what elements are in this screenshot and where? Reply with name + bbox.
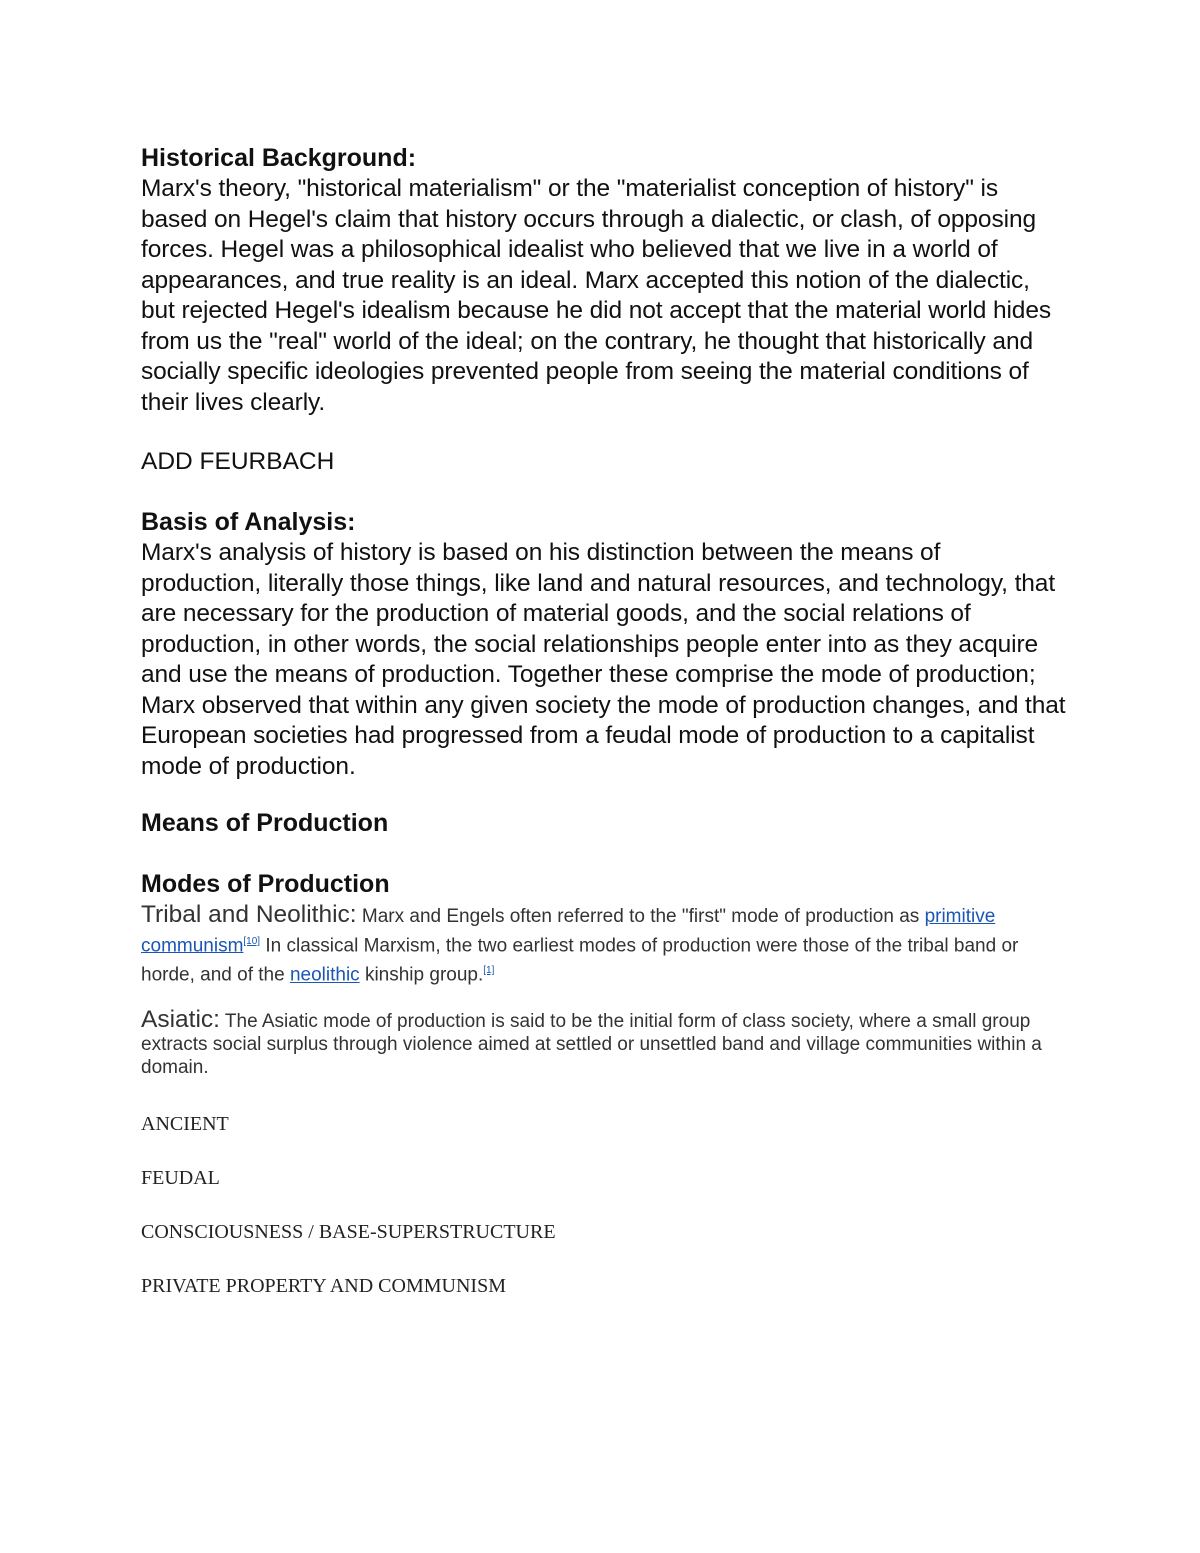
asiatic-label: Asiatic: <box>141 1006 220 1033</box>
means-of-production-section <box>141 808 1066 839</box>
tribal-neolithic-label: Tribal and Neolithic: <box>141 901 357 928</box>
outline-consciousness <box>141 1220 1066 1244</box>
modes-of-production-heading: Modes of Production <box>141 870 390 898</box>
consciousness-heading: CONSCIOUSNESS / BASE-SUPERSTRUCTURE <box>141 1221 556 1243</box>
neolithic-link[interactable]: neolithic <box>289 964 360 986</box>
outline-ancient <box>141 1112 1066 1136</box>
asiatic-text: The Asiatic mode of production is said to be the initial form of class society, where a small group extracts social surplus through violence aimed at settled or unsettled band and village communities within a domain. <box>141 1011 1042 1078</box>
tribal-neolithic-paragraph <box>141 902 1066 988</box>
tribal-text-3: kinship group. <box>359 964 484 986</box>
basis-of-analysis-section <box>141 507 1066 782</box>
historical-background-body: Marx's theory, "historical materialism" or the "materialist conception of history" is based on Hegel's claim that history occurs through a dialectic, or clash, of opposing forces. Hegel was a philosophical idealist who believed that we live in a world of appearances, and true reality is an ideal. Marx accepted this notion of the dialectic, but rejected Hegel's idealism because he did not accept that the material world hides from us the "real" world of the ideal; on the contrary, he thought that historically and socially specific ideologies prevented people from seeing the material conditions of their lives clearly. <box>141 175 1052 416</box>
basis-of-analysis-heading: Basis of Analysis: <box>141 508 356 536</box>
means-of-production-heading: Means of Production <box>141 809 389 837</box>
outline-private-property <box>141 1274 1066 1298</box>
asiatic-section <box>141 1008 1066 1079</box>
historical-background-section <box>141 143 1066 418</box>
private-property-heading: PRIVATE PROPERTY AND COMMUNISM <box>141 1275 506 1297</box>
footnote-ref-10[interactable]: [10] <box>243 936 261 947</box>
ancient-heading: ANCIENT <box>141 1113 229 1135</box>
modes-of-production-section <box>141 869 1066 988</box>
primitive-communism-link[interactable]: primitive communism <box>141 906 996 957</box>
feurbach-note <box>141 447 1066 477</box>
tribal-text-1: Marx and Engels often referred to the "first" mode of production as <box>356 906 925 927</box>
outline-feudal <box>141 1166 1066 1190</box>
tribal-text-2: In classical Marxism, the two earliest modes of production were those of the tribal band or horde, and of the <box>141 935 1019 986</box>
asiatic-paragraph <box>141 1008 1066 1079</box>
basis-of-analysis-body: Marx's analysis of history is based on his distinction between the means of production, literally those things, like land and natural resources, and technology, that are necessary for the production of material goods, and the social relations of production, in other words, the social relationships people enter into as they acquire and use the means of production. Together these comprise the mode of production; Marx observed that within any given society the mode of production changes, and that European societies had progressed from a feudal mode of production to a capitalist mode of production. <box>141 539 1066 780</box>
footnote-ref-1[interactable]: [1] <box>483 965 495 977</box>
feudal-heading: FEUDAL <box>141 1167 220 1189</box>
historical-background-heading: Historical Background: <box>141 144 417 172</box>
add-feurbach-note: ADD FEURBACH <box>141 448 335 475</box>
